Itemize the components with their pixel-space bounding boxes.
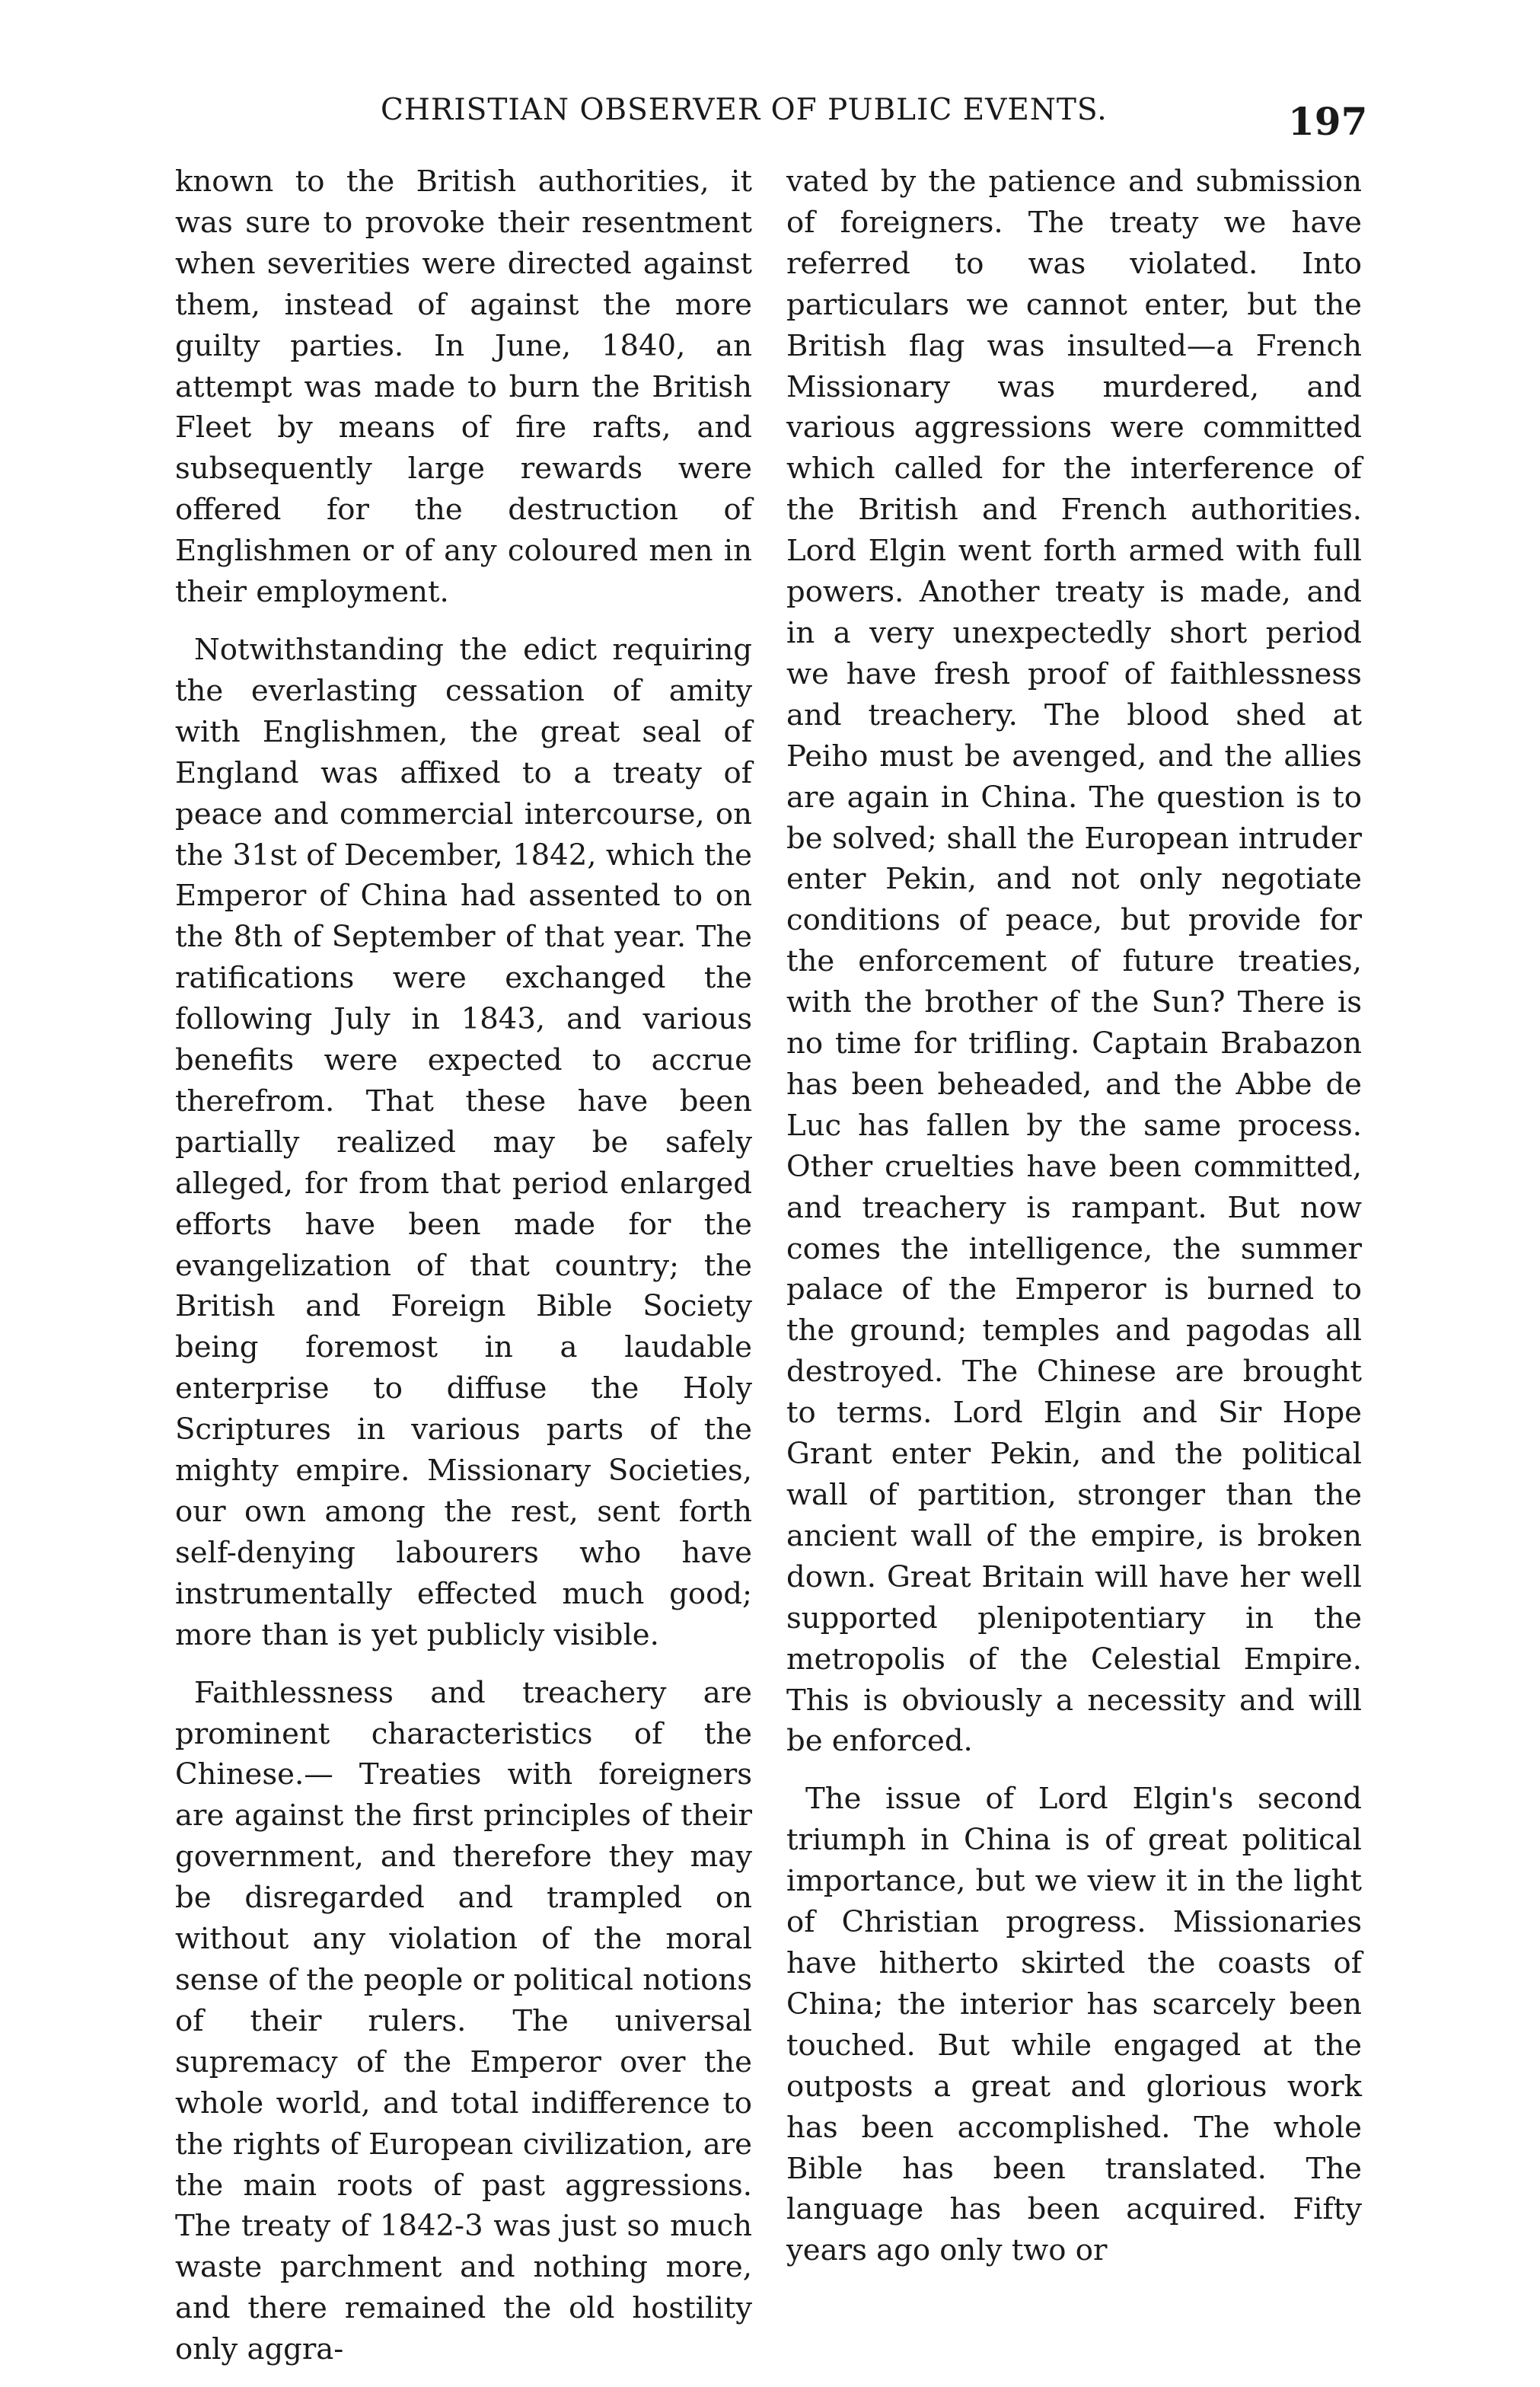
right-column bbox=[786, 161, 1362, 2288]
paragraph: known to the British authorities, it was sure to provoke their resentment when severities were directed against them, instead of against the more guilty parties. In June, 1840, an attempt was made to burn the British Fleet by means of fire rafts, and subsequently large rewards were offered for the destruction of Englishmen or of any coloured men in their employment. bbox=[175, 164, 752, 610]
paragraph: vated by the patience and submission of foreigners. The treaty we have referred to was violated. Into particulars we cannot enter, but the British flag was insulted—a French Missionary was murdered, and various aggressions were committed which called for the interference of the British and French authorities. Lord Elgin went forth armed with full powers. Another treaty is made, and in a very unexpectedly short period we have fresh proof of faithlessness and treachery. The blood shed at Peiho must be avenged, and the allies are again in China. The question is to be solved; shall the European intruder enter Pekin, and not only negotiate conditions of peace, but provide for the enforcement of future treaties, with the brother of the Sun? There is no time for trifling. Captain Brabazon has been beheaded, and the Abbe de Luc has fallen by the same process. Other cruelties have been committed, and treachery is rampant. But now comes the intelligence, the summer palace of the Emperor is burned to the ground; temples and pagodas all destroyed. The Chinese are brought to terms. Lord Elgin and Sir Hope Grant enter Pekin, and the political wall of partition, stronger than the ancient wall of the empire, is broken down. Great Britain will have her well supported plenipotentiary in the metropolis of the Celestial Empire. This is obviously a necessity and will be enforced. bbox=[786, 164, 1362, 1759]
page-number: 197 bbox=[1288, 99, 1368, 144]
running-head: CHRISTIAN OBSERVER OF PUBLIC EVENTS. bbox=[381, 93, 1108, 127]
paragraph: The issue of Lord Elgin's second triumph in China is of great political importance, but we view it in the light of Christian progress. Missionaries have hitherto skirted the coasts of China; the interior has scarcely been touched. But while engaged at the outposts a great and glorious work has been accomplished. The whole Bible has been translated. The language has been acquired. Fifty years ago only two or bbox=[786, 1782, 1362, 2268]
left-column bbox=[175, 161, 752, 2387]
paragraph: Notwithstanding the edict requiring the everlasting cessation of amity with Englishmen, the great seal of England was affixed to a treaty of peace and commercial intercourse, on the 31st of December, 1842, which the Emperor of China had assented to on the 8th of September of that year. The ratifications were exchanged the following July in 1843, and various benefits were expected to accrue therefrom. That these have been partially realized may be safely alleged, for from that period enlarged efforts have been made for the evangelization of that country; the British and Foreign Bible Society being foremost in a laudable enterprise to diffuse the Holy Scriptures in various parts of the mighty empire. Missionary Societies, our own among the rest, sent forth self-denying labourers who have instrumentally effected much good; more than is yet publicly visible. bbox=[175, 632, 752, 1652]
paragraph: Faithlessness and treachery are prominent characteristics of the Chinese.— Treaties with foreigners are against the first principles of their government, and therefore they may be disregarded and trampled on without any violation of the moral sense of the people or political notions of their rulers. The universal supremacy of the Emperor over the whole world, and total indifference to the rights of European civilization, are the main roots of past aggressions. The treaty of 1842-3 was just so much waste parchment and nothing more, and there remained the old hostility only aggra- bbox=[175, 1675, 752, 2367]
